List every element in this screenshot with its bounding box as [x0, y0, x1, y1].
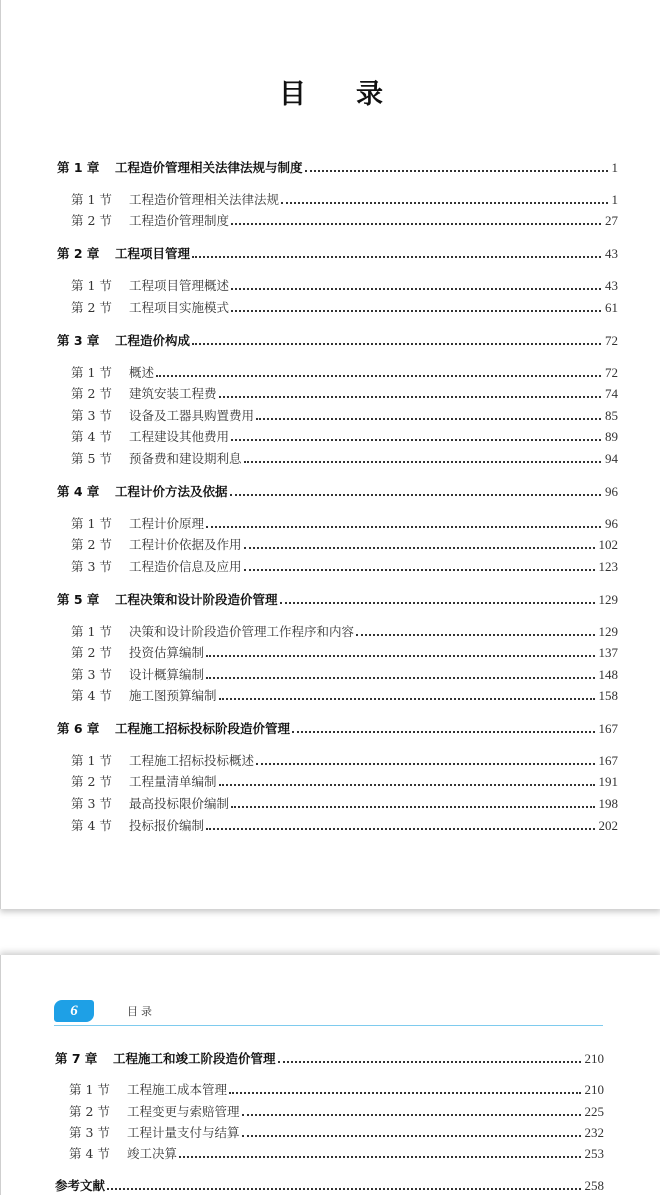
- page-number: 148: [598, 667, 618, 682]
- section-number: 第 5 节: [71, 451, 112, 466]
- section-number: 第 3 节: [71, 559, 112, 574]
- section-number: 第 4 节: [71, 818, 112, 833]
- dot-leader: [229, 1092, 580, 1094]
- toc-section-entry[interactable]: [71, 451, 618, 467]
- section-title: 工程量清单编制: [129, 774, 217, 789]
- page-number: 210: [584, 1082, 604, 1097]
- page-number: 96: [605, 484, 618, 499]
- dot-leader: [206, 677, 594, 679]
- section-number: 第 3 节: [71, 667, 112, 682]
- section-title: 设计概算编制: [129, 667, 205, 682]
- dot-leader: [107, 1188, 580, 1190]
- title-char-2: 录: [356, 79, 383, 110]
- page-number: 72: [605, 365, 618, 380]
- page-number: 94: [605, 451, 618, 466]
- chapter-number: 第 7 章: [55, 1051, 98, 1066]
- dot-leader: [244, 569, 595, 571]
- toc-section-entry[interactable]: [69, 1104, 604, 1120]
- page-number: 258: [584, 1178, 604, 1193]
- dot-leader: [231, 806, 594, 808]
- section-title: 工程造价管理相关法律法规: [129, 192, 280, 207]
- toc-section-entry[interactable]: [71, 753, 618, 769]
- page-number-badge: 6: [54, 1000, 94, 1022]
- page-number: 96: [605, 516, 618, 531]
- dot-leader: [242, 1135, 581, 1137]
- section-title: 概述: [129, 365, 155, 380]
- chapter-title: 工程决策和设计阶段造价管理: [115, 592, 278, 607]
- dot-leader: [231, 288, 601, 290]
- section-number: 第 1 节: [71, 516, 112, 531]
- dot-leader: [305, 170, 608, 172]
- toc-section-entry[interactable]: [71, 796, 618, 812]
- section-title: 工程变更与索赔管理: [127, 1104, 240, 1119]
- toc-section-entry[interactable]: [71, 645, 618, 661]
- toc-chapter-entry[interactable]: [57, 484, 618, 500]
- references-title: 参考文献: [55, 1178, 106, 1193]
- section-title: 工程计量支付与结算: [127, 1125, 240, 1140]
- section-number: 第 1 节: [71, 278, 112, 293]
- section-title: 投资估算编制: [129, 645, 205, 660]
- dot-leader: [242, 1114, 581, 1116]
- dot-leader: [278, 1061, 581, 1063]
- section-title: 工程施工成本管理: [127, 1082, 228, 1097]
- page-number: 1: [611, 192, 618, 207]
- section-number: 第 2 节: [71, 537, 112, 552]
- section-number: 第 4 节: [71, 688, 112, 703]
- dot-leader: [230, 494, 601, 496]
- dot-leader: [192, 256, 601, 258]
- page-number: 232: [584, 1125, 604, 1140]
- page-title: [1, 72, 660, 111]
- toc-section-entry[interactable]: [69, 1082, 604, 1098]
- title-char-1: 目: [279, 79, 306, 110]
- toc-chapter-entry[interactable]: [57, 592, 618, 608]
- dot-leader: [179, 1156, 580, 1158]
- toc-section-entry[interactable]: [71, 192, 618, 208]
- toc-section-entry[interactable]: [71, 300, 618, 316]
- page-number: 43: [605, 278, 618, 293]
- dot-leader: [231, 439, 601, 441]
- toc-section-entry[interactable]: [71, 213, 618, 229]
- page-number: 85: [605, 408, 618, 423]
- chapter-number: 第 6 章: [57, 721, 100, 736]
- section-title: 最高投标限价编制: [129, 796, 230, 811]
- section-number: 第 2 节: [71, 213, 112, 228]
- dot-leader: [206, 655, 594, 657]
- page-number: 253: [584, 1146, 604, 1161]
- dot-leader: [356, 634, 594, 636]
- section-number: 第 2 节: [71, 386, 112, 401]
- page-number: 202: [598, 818, 618, 833]
- toc-section-entry[interactable]: [71, 667, 618, 683]
- dot-leader: [281, 202, 607, 204]
- section-title: 决策和设计阶段造价管理工作程序和内容: [129, 624, 355, 639]
- toc-chapter-entry[interactable]: [57, 160, 618, 176]
- section-title: 工程施工招标投标概述: [129, 753, 255, 768]
- dot-leader: [231, 310, 601, 312]
- toc-section-entry[interactable]: [71, 537, 618, 553]
- chapter-title: 工程施工和竣工阶段造价管理: [113, 1051, 276, 1066]
- chapter-title: 工程造价构成: [115, 333, 191, 348]
- toc-references-entry[interactable]: [55, 1178, 604, 1194]
- page-number: 129: [598, 624, 618, 639]
- page-number: 89: [605, 429, 618, 444]
- section-title: 工程计价依据及作用: [129, 537, 242, 552]
- section-number: 第 3 节: [71, 796, 112, 811]
- page-number: 167: [598, 753, 618, 768]
- toc-section-entry[interactable]: [71, 516, 618, 532]
- dot-leader: [292, 731, 594, 733]
- page-number: 102: [598, 537, 618, 552]
- toc-section-entry[interactable]: [71, 688, 618, 704]
- chapter-number: 第 5 章: [57, 592, 100, 607]
- section-number: 第 1 节: [71, 192, 112, 207]
- dot-leader: [156, 375, 601, 377]
- section-number: 第 1 节: [71, 624, 112, 639]
- section-number: 第 2 节: [71, 300, 112, 315]
- toc-section-entry[interactable]: [71, 408, 618, 424]
- chapter-title: 工程施工招标投标阶段造价管理: [115, 721, 291, 736]
- page-number: 137: [598, 645, 618, 660]
- page-number: 198: [598, 796, 618, 811]
- dot-leader: [280, 602, 595, 604]
- running-header-title: 目录: [127, 1005, 155, 1018]
- section-title: 工程计价原理: [129, 516, 205, 531]
- section-title: 竣工决算: [127, 1146, 178, 1161]
- section-number: 第 2 节: [71, 645, 112, 660]
- chapter-number: 第 3 章: [57, 333, 100, 348]
- section-title: 预备费和建设期利息: [129, 451, 242, 466]
- page-number: 225: [584, 1104, 604, 1119]
- toc-chapter-entry[interactable]: [55, 1051, 604, 1067]
- dot-leader: [206, 526, 601, 528]
- toc-section-entry[interactable]: [69, 1125, 604, 1141]
- toc-chapter-entry[interactable]: [57, 246, 618, 262]
- chapter-number: 第 2 章: [57, 246, 100, 261]
- section-title: 施工图预算编制: [129, 688, 217, 703]
- section-number: 第 2 节: [69, 1104, 110, 1119]
- chapter-title: 工程计价方法及依据: [115, 484, 228, 499]
- section-number: 第 3 节: [69, 1125, 110, 1140]
- toc-chapter-entry[interactable]: [57, 333, 618, 349]
- dot-leader: [219, 396, 601, 398]
- page-number: 61: [605, 300, 618, 315]
- section-title: 工程造价管理制度: [129, 213, 230, 228]
- page-number: 191: [598, 774, 618, 789]
- dot-leader: [219, 698, 595, 700]
- toc-section-entry[interactable]: [71, 429, 618, 445]
- dot-leader: [256, 763, 594, 765]
- section-number: 第 4 节: [69, 1146, 110, 1161]
- dot-leader: [244, 461, 601, 463]
- chapter-number: 第 4 章: [57, 484, 100, 499]
- toc-section-entry[interactable]: [71, 365, 618, 381]
- toc-section-entry[interactable]: [71, 774, 618, 790]
- page-number: 210: [584, 1051, 604, 1066]
- dot-leader: [256, 418, 601, 420]
- dot-leader: [231, 223, 601, 225]
- toc-section-entry[interactable]: [71, 559, 618, 575]
- page-number: 74: [605, 386, 618, 401]
- section-number: 第 4 节: [71, 429, 112, 444]
- toc-section-entry[interactable]: [71, 818, 618, 834]
- section-title: 投标报价编制: [129, 818, 205, 833]
- section-number: 第 1 节: [69, 1082, 110, 1097]
- toc-page-2: [0, 955, 660, 1195]
- dot-leader: [244, 547, 595, 549]
- toc-section-entry[interactable]: [71, 624, 618, 640]
- page-number: 27: [605, 213, 618, 228]
- section-number: 第 1 节: [71, 365, 112, 380]
- page-number: 123: [598, 559, 618, 574]
- chapter-title: 工程项目管理: [115, 246, 191, 261]
- page-number: 1: [611, 160, 618, 175]
- toc-section-entry[interactable]: [69, 1146, 604, 1162]
- dot-leader: [206, 828, 594, 830]
- page-number: 167: [598, 721, 618, 736]
- section-number: 第 3 节: [71, 408, 112, 423]
- section-title: 工程建设其他费用: [129, 429, 230, 444]
- page-number: 129: [598, 592, 618, 607]
- toc-section-entry[interactable]: [71, 386, 618, 402]
- section-title: 设备及工器具购置费用: [129, 408, 255, 423]
- page-number: 43: [605, 246, 618, 261]
- section-title: 建筑安装工程费: [129, 386, 217, 401]
- dot-leader: [192, 343, 601, 345]
- toc-chapter-entry[interactable]: [57, 721, 618, 737]
- section-title: 工程项目管理概述: [129, 278, 230, 293]
- toc-section-entry[interactable]: [71, 278, 618, 294]
- chapter-number: 第 1 章: [57, 160, 100, 175]
- section-number: 第 2 节: [71, 774, 112, 789]
- page-number: 158: [598, 688, 618, 703]
- running-header: [54, 1000, 603, 1026]
- section-title: 工程造价信息及应用: [129, 559, 242, 574]
- section-title: 工程项目实施模式: [129, 300, 230, 315]
- dot-leader: [219, 784, 595, 786]
- page-number: 72: [605, 333, 618, 348]
- section-number: 第 1 节: [71, 753, 112, 768]
- chapter-title: 工程造价管理相关法律法规与制度: [115, 160, 303, 175]
